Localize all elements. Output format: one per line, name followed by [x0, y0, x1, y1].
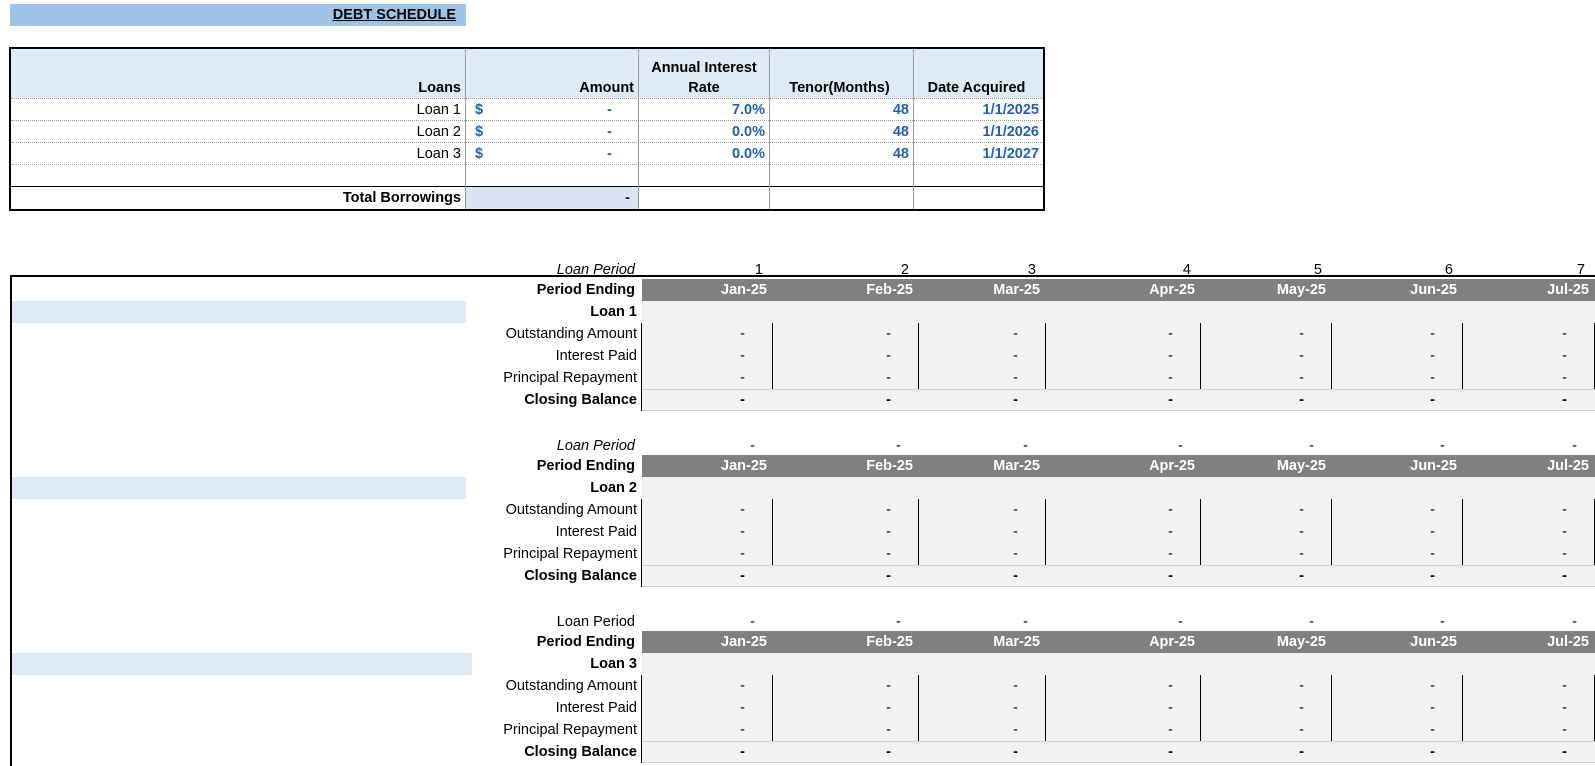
- row-value[interactable]: -: [1013, 326, 1018, 342]
- header-amount[interactable]: Amount: [579, 80, 634, 96]
- header-annual-interest-rate[interactable]: Annual Interest Rate: [651, 60, 757, 96]
- row-label[interactable]: Interest Paid: [555, 348, 637, 364]
- loan-period-number: -: [1178, 438, 1183, 454]
- total-borrowings-label[interactable]: Total Borrowings: [342, 190, 461, 206]
- column-divider: [772, 323, 773, 389]
- row-value[interactable]: -: [1299, 722, 1304, 738]
- label-column-divider: [641, 499, 642, 587]
- row-value[interactable]: -: [740, 502, 745, 518]
- closing-value[interactable]: -: [1013, 568, 1018, 584]
- loan-period-number: 1: [754, 262, 763, 278]
- row-value[interactable]: -: [886, 700, 891, 716]
- row-divider: [11, 98, 1043, 99]
- header-tenor[interactable]: Tenor(Months): [789, 80, 890, 96]
- column-divider: [772, 675, 773, 741]
- loan-period-number: -: [896, 614, 901, 630]
- closing-value[interactable]: -: [1299, 568, 1304, 584]
- row-label[interactable]: Outstanding Amount: [505, 502, 637, 518]
- period-header[interactable]: Jul-25: [1547, 634, 1589, 650]
- row-value[interactable]: -: [1299, 700, 1304, 716]
- column-divider: [1200, 675, 1201, 741]
- row-value[interactable]: -: [886, 370, 891, 386]
- period-header[interactable]: Jun-25: [1410, 634, 1457, 650]
- loan-period-number: 7: [1576, 262, 1585, 278]
- closing-balance-label[interactable]: Closing Balance: [524, 392, 637, 408]
- closing-value[interactable]: -: [1299, 392, 1304, 408]
- row-value[interactable]: -: [1562, 370, 1567, 386]
- column-divider: [913, 49, 914, 209]
- row-value[interactable]: -: [1299, 348, 1304, 364]
- loan-period-number: -: [750, 614, 755, 630]
- row-value[interactable]: -: [1168, 348, 1173, 364]
- row-value[interactable]: -: [1299, 546, 1304, 562]
- row-value[interactable]: -: [1430, 678, 1435, 694]
- period-header[interactable]: May-25: [1276, 634, 1326, 650]
- loan-period-number: -: [1572, 438, 1577, 454]
- row-value[interactable]: -: [740, 348, 745, 364]
- closing-balance-label[interactable]: Closing Balance: [524, 568, 637, 584]
- row-label[interactable]: Outstanding Amount: [505, 326, 637, 342]
- row-value[interactable]: -: [1562, 546, 1567, 562]
- row-value[interactable]: -: [1430, 722, 1435, 738]
- row-value[interactable]: -: [740, 678, 745, 694]
- loan-period-label: Loan Period: [556, 438, 635, 454]
- period-header[interactable]: Feb-25: [866, 282, 913, 298]
- column-divider: [1200, 323, 1201, 389]
- row-divider: [11, 142, 1043, 143]
- row-value[interactable]: -: [1562, 502, 1567, 518]
- column-divider: [769, 49, 770, 209]
- row-value[interactable]: -: [1168, 502, 1173, 518]
- row-value[interactable]: -: [886, 546, 891, 562]
- row-value[interactable]: -: [1013, 678, 1018, 694]
- loan-row-name[interactable]: Loan 2: [416, 124, 461, 140]
- period-header[interactable]: May-25: [1276, 458, 1326, 474]
- loan-period-number: -: [1309, 438, 1314, 454]
- closing-value[interactable]: -: [740, 568, 745, 584]
- row-value[interactable]: -: [1562, 722, 1567, 738]
- row-value[interactable]: -: [740, 722, 745, 738]
- loan-label[interactable]: Loan 1: [590, 304, 637, 320]
- sheet-title[interactable]: DEBT SCHEDULE: [10, 4, 466, 26]
- loan-period-label: Loan Period: [556, 262, 635, 278]
- row-value[interactable]: -: [1013, 546, 1018, 562]
- row-value[interactable]: -: [1168, 700, 1173, 716]
- row-value[interactable]: -: [1168, 370, 1173, 386]
- row-value[interactable]: -: [1168, 524, 1173, 540]
- closing-value[interactable]: -: [740, 392, 745, 408]
- column-divider: [1462, 675, 1463, 741]
- loan-row-bg: [642, 653, 1595, 675]
- period-header[interactable]: Jun-25: [1410, 458, 1457, 474]
- column-divider: [1462, 323, 1463, 389]
- row-value[interactable]: -: [1168, 722, 1173, 738]
- loan-rate[interactable]: 7.0%: [731, 102, 765, 118]
- row-value[interactable]: -: [886, 502, 891, 518]
- period-header[interactable]: Jan-25: [721, 634, 767, 650]
- header-loans[interactable]: Loans: [418, 80, 461, 96]
- period-header[interactable]: Apr-25: [1149, 458, 1195, 474]
- period-header[interactable]: Feb-25: [866, 634, 913, 650]
- loan-amount[interactable]: -: [607, 124, 612, 140]
- row-value[interactable]: -: [1013, 524, 1018, 540]
- loan-period-number: 2: [900, 262, 909, 278]
- row-value[interactable]: -: [1299, 502, 1304, 518]
- row-value[interactable]: -: [886, 326, 891, 342]
- period-ending-label: Period Ending: [536, 458, 635, 474]
- row-value[interactable]: -: [1168, 678, 1173, 694]
- row-value[interactable]: -: [886, 524, 891, 540]
- loan-period-number: 3: [1027, 262, 1036, 278]
- period-header[interactable]: Feb-25: [866, 458, 913, 474]
- row-value[interactable]: -: [1299, 524, 1304, 540]
- row-value[interactable]: -: [1430, 326, 1435, 342]
- row-value[interactable]: -: [1168, 326, 1173, 342]
- closing-value[interactable]: -: [1168, 392, 1173, 408]
- loan-period-number: 4: [1182, 262, 1191, 278]
- column-divider: [1045, 499, 1046, 565]
- loan-period-number: -: [1440, 438, 1445, 454]
- label-column-divider: [641, 323, 642, 411]
- closing-value[interactable]: -: [886, 744, 891, 760]
- loan-date[interactable]: 1/1/2025: [982, 102, 1039, 118]
- row-value[interactable]: -: [1013, 502, 1018, 518]
- row-value[interactable]: -: [740, 524, 745, 540]
- closing-value[interactable]: -: [1168, 744, 1173, 760]
- closing-value[interactable]: -: [886, 568, 891, 584]
- row-label[interactable]: Principal Repayment: [503, 546, 637, 562]
- loan-rate[interactable]: 0.0%: [731, 124, 765, 140]
- row-value[interactable]: -: [886, 722, 891, 738]
- period-header[interactable]: May-25: [1276, 282, 1326, 298]
- label-column-divider: [641, 675, 642, 763]
- closing-value[interactable]: -: [1299, 744, 1304, 760]
- row-value[interactable]: -: [1562, 524, 1567, 540]
- period-header[interactable]: Jul-25: [1547, 282, 1589, 298]
- row-label[interactable]: Principal Repayment: [503, 722, 637, 738]
- currency-symbol: $: [475, 124, 484, 140]
- total-borrowings-value[interactable]: -: [625, 190, 630, 206]
- period-ending-label: Period Ending: [536, 282, 635, 298]
- column-divider: [1331, 675, 1332, 741]
- row-label[interactable]: Principal Repayment: [503, 370, 637, 386]
- row-value[interactable]: -: [1299, 678, 1304, 694]
- column-divider: [918, 675, 919, 741]
- loan-label[interactable]: Loan 2: [590, 480, 637, 496]
- row-value[interactable]: -: [740, 370, 745, 386]
- closing-value[interactable]: -: [1013, 392, 1018, 408]
- loan-period-number: 5: [1313, 262, 1322, 278]
- currency-symbol: $: [475, 146, 484, 162]
- closing-value[interactable]: -: [1562, 392, 1567, 408]
- row-value[interactable]: -: [740, 326, 745, 342]
- period-header[interactable]: Mar-25: [993, 634, 1040, 650]
- loan-rate[interactable]: 0.0%: [731, 146, 765, 162]
- row-label[interactable]: Interest Paid: [555, 700, 637, 716]
- loan-period-number: -: [1309, 614, 1314, 630]
- loan-amount[interactable]: -: [607, 146, 612, 162]
- row-value[interactable]: -: [1430, 502, 1435, 518]
- row-value[interactable]: -: [1430, 348, 1435, 364]
- period-header[interactable]: Jul-25: [1547, 458, 1589, 474]
- period-header[interactable]: Jan-25: [721, 458, 767, 474]
- header-date-acquired[interactable]: Date Acquired: [927, 80, 1026, 96]
- row-label[interactable]: Outstanding Amount: [505, 678, 637, 694]
- column-divider: [772, 499, 773, 565]
- row-value[interactable]: -: [1013, 370, 1018, 386]
- row-value[interactable]: -: [1430, 700, 1435, 716]
- row-value[interactable]: -: [1013, 700, 1018, 716]
- loan-label[interactable]: Loan 3: [590, 656, 637, 672]
- row-value[interactable]: -: [1013, 722, 1018, 738]
- closing-value[interactable]: -: [740, 744, 745, 760]
- row-divider: [11, 120, 1043, 121]
- row-value[interactable]: -: [1299, 326, 1304, 342]
- column-divider: [1200, 499, 1201, 565]
- total-divider: [11, 186, 1043, 187]
- loan-period-number: -: [1178, 614, 1183, 630]
- loan-row-bg: [642, 301, 1595, 323]
- loan-tenor[interactable]: 48: [892, 146, 909, 162]
- column-divider: [1331, 323, 1332, 389]
- closing-value[interactable]: -: [1430, 568, 1435, 584]
- column-divider: [1045, 323, 1046, 389]
- period-header[interactable]: Apr-25: [1149, 634, 1195, 650]
- currency-symbol: $: [475, 102, 484, 118]
- row-value[interactable]: -: [886, 348, 891, 364]
- column-divider: [465, 49, 466, 209]
- period-header[interactable]: Mar-25: [993, 458, 1040, 474]
- row-divider: [11, 164, 1043, 165]
- column-divider: [918, 499, 919, 565]
- column-divider: [1331, 499, 1332, 565]
- loan-period-number: -: [750, 438, 755, 454]
- loan-date[interactable]: 1/1/2026: [982, 124, 1039, 140]
- row-value[interactable]: -: [740, 700, 745, 716]
- loan-row-name[interactable]: Loan 1: [416, 102, 461, 118]
- row-value[interactable]: -: [1430, 370, 1435, 386]
- loan-period-label: Loan Period: [556, 614, 635, 630]
- column-divider: [1045, 675, 1046, 741]
- row-value[interactable]: -: [1168, 546, 1173, 562]
- loan-tenor[interactable]: 48: [892, 102, 909, 118]
- closing-value[interactable]: -: [1562, 744, 1567, 760]
- row-value[interactable]: -: [1562, 700, 1567, 716]
- row-label[interactable]: Interest Paid: [555, 524, 637, 540]
- loan-period-number: -: [1023, 614, 1028, 630]
- period-ending-label: Period Ending: [536, 634, 635, 650]
- row-value[interactable]: -: [1430, 546, 1435, 562]
- row-value[interactable]: -: [1299, 370, 1304, 386]
- row-value[interactable]: -: [740, 546, 745, 562]
- row-value[interactable]: -: [1562, 326, 1567, 342]
- period-header[interactable]: Mar-25: [993, 282, 1040, 298]
- closing-value[interactable]: -: [886, 392, 891, 408]
- row-value[interactable]: -: [1562, 348, 1567, 364]
- loan-row-name[interactable]: Loan 3: [416, 146, 461, 162]
- loan-period-number: -: [1572, 614, 1577, 630]
- row-value[interactable]: -: [886, 678, 891, 694]
- period-header[interactable]: Jan-25: [721, 282, 767, 298]
- closing-balance-label[interactable]: Closing Balance: [524, 744, 637, 760]
- period-header[interactable]: Jun-25: [1410, 282, 1457, 298]
- loan-row-bg: [642, 477, 1595, 499]
- closing-value[interactable]: -: [1013, 744, 1018, 760]
- loan-period-number: -: [1440, 614, 1445, 630]
- column-divider: [918, 323, 919, 389]
- row-value[interactable]: -: [1430, 524, 1435, 540]
- period-header[interactable]: Apr-25: [1149, 282, 1195, 298]
- loan-period-number: -: [1023, 438, 1028, 454]
- column-divider: [1462, 499, 1463, 565]
- loan-tenor[interactable]: 48: [892, 124, 909, 140]
- loan-period-number: 6: [1444, 262, 1453, 278]
- closing-value[interactable]: -: [1562, 568, 1567, 584]
- loan-date[interactable]: 1/1/2027: [982, 146, 1039, 162]
- closing-value[interactable]: -: [1430, 744, 1435, 760]
- closing-value[interactable]: -: [1168, 568, 1173, 584]
- row-value[interactable]: -: [1562, 678, 1567, 694]
- loan-amount[interactable]: -: [607, 102, 612, 118]
- row-value[interactable]: -: [1013, 348, 1018, 364]
- column-divider: [638, 49, 639, 209]
- loan-period-number: -: [896, 438, 901, 454]
- closing-value[interactable]: -: [1430, 392, 1435, 408]
